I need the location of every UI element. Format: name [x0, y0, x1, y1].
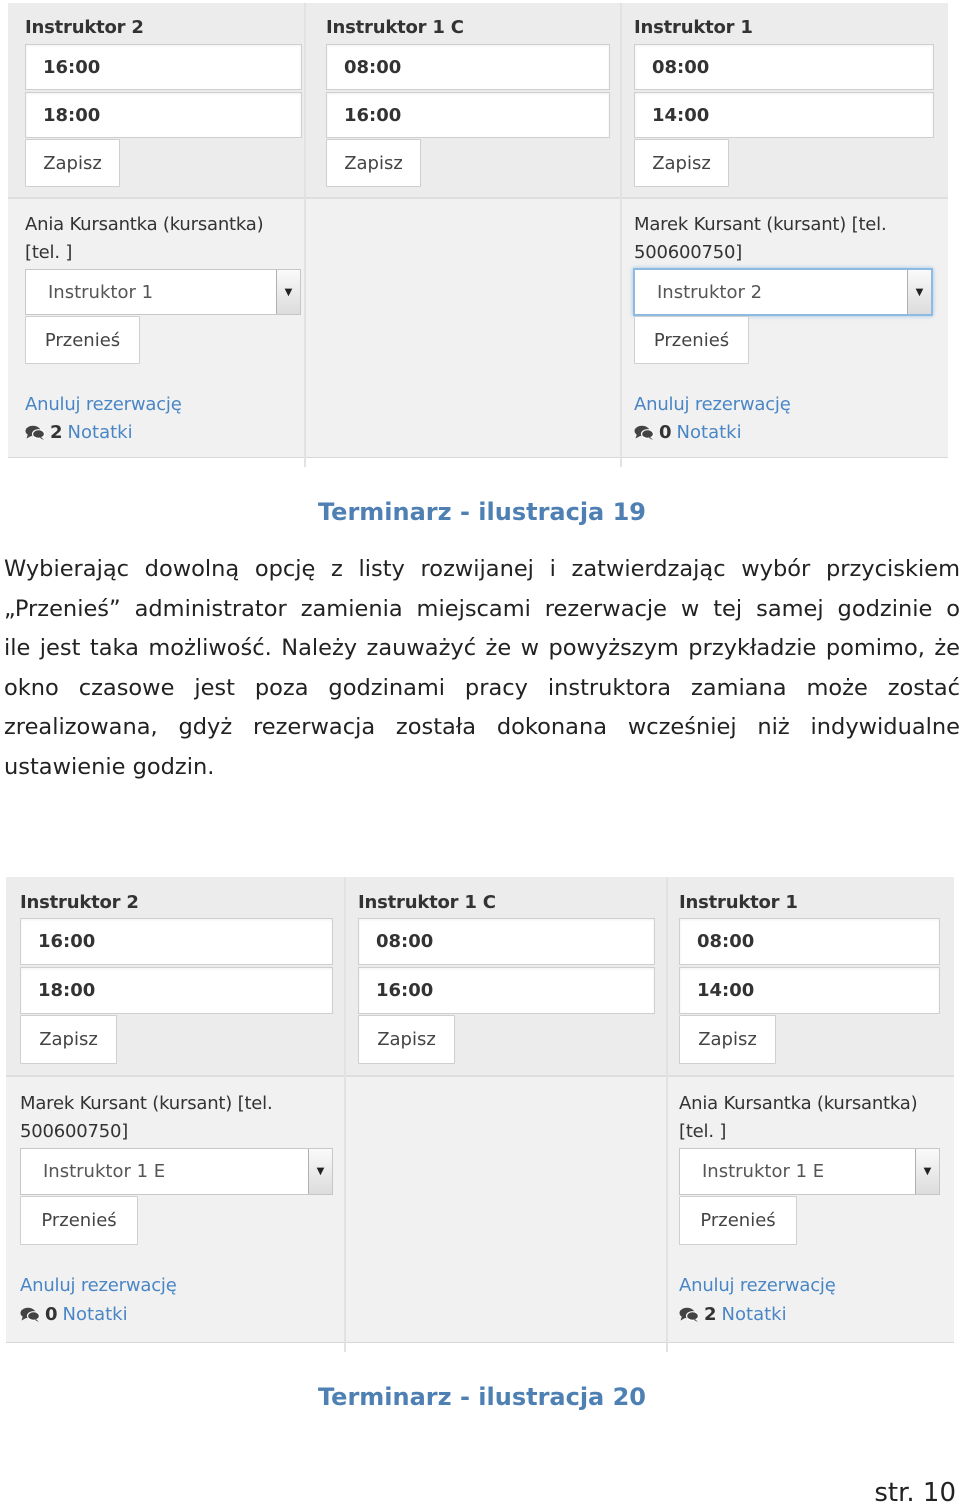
student-phone: [tel. ] [679, 1121, 727, 1142]
instructor-select[interactable] [25, 269, 301, 315]
column-divider [304, 3, 306, 467]
save-button[interactable]: Zapisz [20, 1015, 117, 1064]
notes-label: Notatki [676, 422, 742, 443]
paragraph-line: „Przenieś” administrator zamienia miejscami rezerwacje w tej samej godzinie o [4, 595, 960, 622]
notes-count: 0 [45, 1304, 58, 1325]
time-from-input[interactable]: 08:00 [679, 918, 940, 965]
save-button[interactable]: Zapisz [326, 139, 421, 187]
time-from-input[interactable]: 08:00 [634, 44, 934, 90]
cancel-reservation-link[interactable]: Anuluj rezerwację [679, 1275, 836, 1296]
booking-student [25, 211, 263, 267]
save-button[interactable]: Zapisz [634, 139, 729, 187]
column-title: Instruktor 1 C [326, 17, 464, 38]
cancel-reservation-link[interactable]: Anuluj rezerwację [20, 1275, 177, 1296]
notes-link[interactable] [634, 422, 742, 443]
column-title: Instruktor 1 [634, 17, 753, 38]
dropdown-arrow-icon[interactable]: ▼ [276, 270, 300, 314]
student-name: Marek Kursant (kursant) [tel. [20, 1093, 273, 1114]
save-button[interactable]: Zapisz [358, 1015, 455, 1064]
time-from-input[interactable]: 16:00 [20, 918, 333, 965]
figure-caption: Terminarz - ilustracja 20 [317, 1383, 647, 1411]
booking-student [679, 1090, 917, 1146]
instructor-select[interactable] [633, 268, 933, 316]
time-from-input[interactable]: 08:00 [358, 918, 655, 965]
figure-19-screenshot [8, 3, 948, 467]
student-phone: [tel. ] [25, 242, 73, 263]
save-button[interactable]: Zapisz [25, 139, 120, 187]
booking-student [20, 1090, 273, 1146]
instructor-select[interactable] [679, 1148, 940, 1195]
column-divider [666, 877, 668, 1352]
instructor-select-value: Instruktor 1 [48, 281, 154, 303]
student-name: Ania Kursantka (kursantka) [679, 1093, 918, 1114]
time-from-input[interactable]: 16:00 [25, 44, 302, 90]
time-to-input[interactable]: 18:00 [20, 967, 333, 1014]
paragraph-line: Wybierając dowolną opcję z listy rozwijanej i zatwierdzając wybór przyciskiem [4, 556, 960, 582]
notes-count: 0 [659, 422, 672, 443]
column-divider [344, 877, 346, 1352]
time-from-input[interactable]: 08:00 [326, 44, 610, 90]
row-divider [6, 1075, 954, 1077]
notes-label: Notatki [721, 1304, 787, 1325]
notes-link[interactable] [25, 422, 133, 443]
move-button[interactable]: Przenieś [25, 316, 140, 364]
page-number: str. 10 [874, 1478, 956, 1508]
paragraph-line: ile jest taka możliwość. Należy zauważyć że w powyższym przykładzie pomimo, że [4, 635, 960, 661]
comments-icon [634, 425, 654, 441]
notes-link[interactable] [679, 1304, 787, 1325]
dropdown-arrow-icon[interactable]: ▼ [915, 1149, 939, 1194]
column-title: Instruktor 1 [679, 892, 798, 913]
paragraph-line: ustawienie godzin. [4, 753, 215, 780]
time-to-input[interactable]: 18:00 [25, 92, 302, 138]
column-title: Instruktor 2 [20, 892, 139, 913]
figure-caption: Terminarz - ilustracja 19 [317, 498, 647, 526]
notes-count: 2 [704, 1304, 717, 1325]
instructor-select-value: Instruktor 1 E [43, 1161, 166, 1182]
cancel-reservation-link[interactable]: Anuluj rezerwację [634, 394, 791, 415]
student-phone: 500600750] [634, 242, 743, 263]
notes-link[interactable] [20, 1304, 128, 1325]
time-to-input[interactable]: 16:00 [358, 967, 655, 1014]
instructor-select-value: Instruktor 2 [657, 281, 763, 303]
column-title: Instruktor 1 C [358, 892, 496, 913]
booking-student [634, 211, 887, 267]
column-title: Instruktor 2 [25, 17, 144, 38]
move-button[interactable]: Przenieś [634, 316, 749, 364]
student-name: Ania Kursantka (kursantka) [25, 214, 264, 235]
notes-label: Notatki [67, 422, 133, 443]
dropdown-arrow-icon[interactable]: ▼ [308, 1149, 332, 1194]
student-phone: 500600750] [20, 1121, 129, 1142]
comments-icon [679, 1307, 699, 1323]
student-name: Marek Kursant (kursant) [tel. [634, 214, 887, 235]
time-to-input[interactable]: 16:00 [326, 92, 610, 138]
notes-count: 2 [50, 422, 63, 443]
instructor-select-value: Instruktor 1 E [702, 1161, 825, 1182]
dropdown-arrow-icon[interactable]: ▼ [907, 270, 931, 314]
body-paragraph [4, 550, 960, 787]
notes-label: Notatki [62, 1304, 128, 1325]
time-to-input[interactable]: 14:00 [634, 92, 934, 138]
save-button[interactable]: Zapisz [679, 1015, 776, 1064]
cancel-reservation-link[interactable]: Anuluj rezerwację [25, 394, 182, 415]
row-divider [8, 197, 948, 199]
move-button[interactable]: Przenieś [20, 1196, 138, 1245]
paragraph-line: okno czasowe jest poza godzinami pracy instruktora zamiana może zostać [4, 674, 960, 701]
instructor-select[interactable] [20, 1148, 333, 1195]
comments-icon [25, 425, 45, 441]
paragraph-line: zrealizowana, gdyż rezerwacja została dokonana wcześniej niż indywidualne [4, 714, 960, 740]
figure-20-screenshot [6, 877, 954, 1352]
comments-icon [20, 1307, 40, 1323]
time-to-input[interactable]: 14:00 [679, 967, 940, 1014]
move-button[interactable]: Przenieś [679, 1196, 797, 1245]
column-divider [620, 3, 622, 467]
